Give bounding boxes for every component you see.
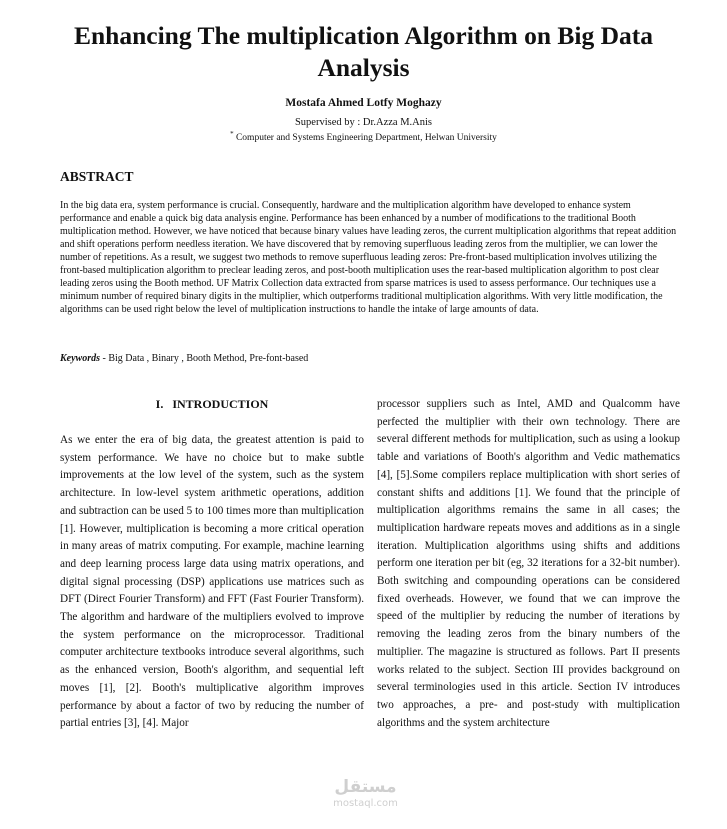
introduction-right-column: processor suppliers such as Intel, AMD and Qualcomm have perfected the multiplier with their own technology. There are several different methods for multiplication, such as using a lookup table and variations of Booth's algorithm and Vedic mathematics [4], [5].Some compilers replace multiplication with short series of constant shifts and additions [1]. We found that the principle of multiplication algorithms remains the same in all cases; the multiplication hardware repeats moves and additions as in a single iteration. Multiplication algorithms using shifts and additions perform one iteration per bit (eg, 32 iterations for a 32-bit number). Both switching and compounding operations can be considered fixed overheads. However, we found that we can improve the speed of the multiplier by reducing the number of iterations by removing the leading zeros from the binary numbers of the multiplier. The magazine is structured as follows. Part II presents works related to the subject. Section III provides background on several terminologies used in this article. Section IV introduces two approaches, a pre- and post-study with multiplication algorithms and the system architecture — [377, 398, 680, 729]
introduction-heading: I. INTRODUCTION — [155, 397, 269, 411]
introduction-left-column: As we enter the era of big data, the greatest attention is paid to system performance. We have no choice but to make subtle improvements at the low level of the system, such as the system architecture. In low-level system arithmetic operations, addition and subtraction can be used 5 to 100 times more than multiplication [1]. However, multiplication is becoming a more critical operation in many areas of matrix computing. For example, machine learning and deep learning process large data using matrix operations, and digital signal processing (DSP) applications use matrices such as DFT (Direct Fourier Transform) and FFT (Fast Fourier Transform). The algorithm and hardware of the multipliers evolved to improve the system performance on the microprocessor. Traditional computer architecture textbooks introduce several algorithms, such as the enhanced version, Booth's algorithm, and sequential left moves [1], [2]. Booth's multiplicative algorithm improves performance by about a factor of two by reducing the number of partial entries [3], [4]. Major — [60, 434, 364, 730]
abstract-text: In the big data era, system performance is crucial. Consequently, hardware and the multiplication algorithm have developed to enhance system performance and enable a quick big data analysis engine. Performance has been enhanced by a number of modifications to the traditional Booth multiplication method. However, we have noticed that because binary values have leading zeros, the current multiplication algorithms that repeat addition and shift operations perform needless iteration. We have discovered that by removing superfluous leading zeros from the multiplier, we can lower the number of repetitions. As a result, we suggest two methods to remove superfluous leading zeros: Pre-front-based multiplication involves utilizing the front-based multiplication algorithm to preclear leading zeros, and post-booth multiplication uses the rear-based multiplication algorithm to post clear leading zeros using the Booth method. UF Matrix Collection data extracted from sparse matrices is used to assess performance. Our techniques use a minimum number of required binary digits in the multiplier, which outperforms traditional multiplication algorithms. With very little modification, the algorithms can be used right below the level of multiplication instructions to handle the intake of large amounts of data. — [60, 200, 677, 315]
watermark-logo — [318, 776, 413, 816]
watermark-arabic: مستقل — [334, 777, 397, 797]
author-name: Mostafa Ahmed Lotfy Moghazy — [285, 97, 442, 109]
watermark-latin: mostaql.com — [333, 798, 398, 809]
supervisor-line: Supervised by : Dr.Azza M.Anis — [294, 117, 433, 128]
paper-title: Enhancing The multiplication Algorithm on Big Data Analysis — [73, 21, 654, 82]
affiliation-mark: * — [230, 130, 234, 138]
keywords-list: - Big Data , Binary , Booth Method, Pre-font-based — [100, 353, 309, 364]
affiliation-text: Computer and Systems Engineering Department, Helwan University — [235, 133, 497, 144]
affiliation-line — [0, 130, 727, 143]
keywords-line — [60, 352, 677, 365]
abstract-heading: ABSTRACT — [60, 169, 134, 184]
keywords-label: Keywords — [60, 353, 100, 364]
